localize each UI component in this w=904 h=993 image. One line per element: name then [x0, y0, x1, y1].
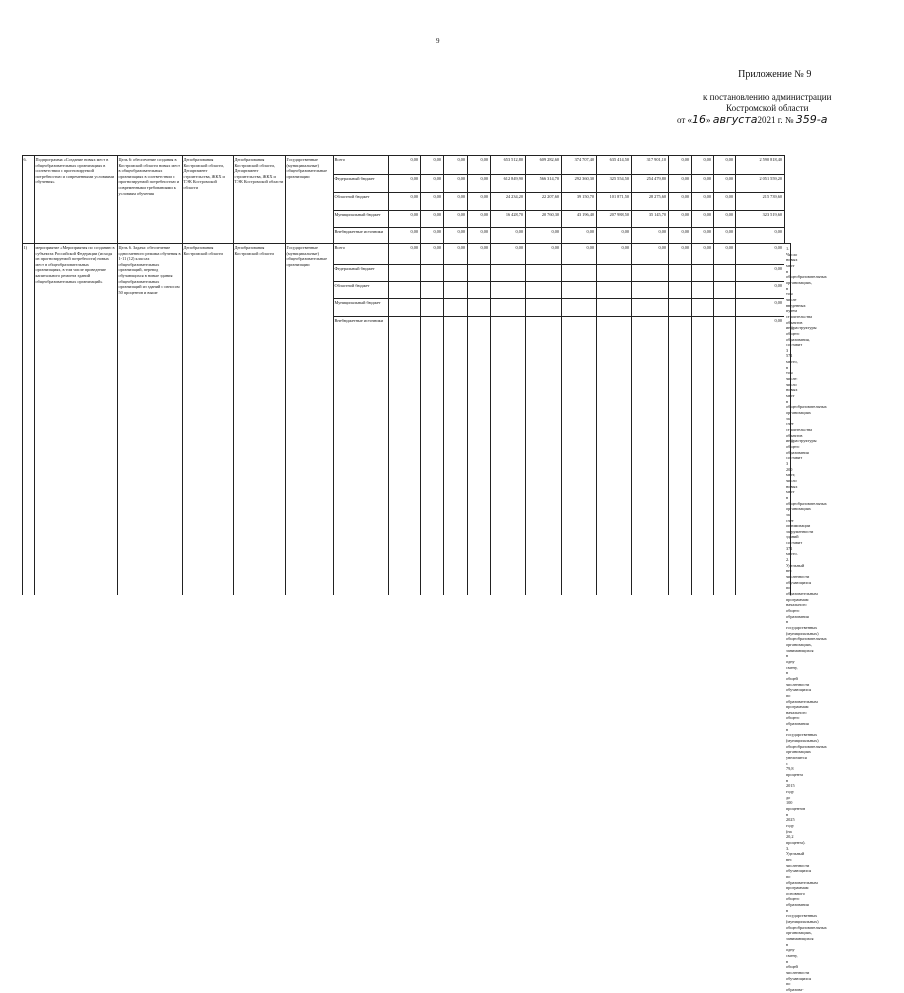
cell-executor: Депобразования Костромской области, Департамент строительства, ЖКХ и ТЭК Костромской области	[183, 157, 225, 190]
amount-cell: 0,00	[658, 244, 666, 250]
amount-cell: 0,00	[457, 244, 465, 250]
cell-no: 6.	[23, 157, 27, 162]
amount-cell: 0,00	[725, 175, 733, 181]
cell-recipient: Государственные (муниципальные) общеобразовательные организации	[286, 245, 328, 267]
source-label: Муниципальный бюджет	[334, 300, 381, 305]
amount-cell: 0,00	[515, 244, 523, 250]
amount-cell: 0,00	[457, 211, 465, 217]
table-col-line	[561, 155, 562, 595]
table-col-line	[784, 155, 785, 243]
amount-cell: 0,00	[515, 228, 523, 234]
appendix-title: Приложение № 9	[738, 69, 812, 80]
table-col-line	[467, 155, 468, 595]
page-number: 9	[436, 37, 440, 45]
amount-cell: 16 428,70	[505, 211, 523, 217]
amount-cell: 0,00	[480, 156, 488, 162]
table-col-line	[525, 155, 526, 595]
amount-cell: 0,00	[774, 282, 782, 288]
amount-cell: 0,00	[725, 211, 733, 217]
amount-cell: 0,00	[410, 244, 418, 250]
amount-cell: 254 479,80	[646, 175, 666, 181]
amount-cell: 374 707,40	[574, 156, 594, 162]
table-col-line	[443, 155, 444, 595]
amount-cell: 0,00	[480, 228, 488, 234]
amount-cell: 0,00	[725, 156, 733, 162]
amount-cell: 0,00	[681, 156, 689, 162]
amount-cell: 612 849,90	[503, 175, 523, 181]
amount-cell: 635 414,50	[609, 156, 629, 162]
table-row-line	[333, 281, 784, 282]
amount-cell: 0,00	[410, 175, 418, 181]
amount-cell: 0,00	[433, 211, 441, 217]
amount-cell: 0,00	[681, 193, 689, 199]
cell-goal: Цель 6. Задача: обеспечение односменного режима обучения в 1-11 (12) классах общеобразовательных организаций, перевод обучающихся в новые здания общеобразовательных организаций из зданий с износом 50 процентов и выше	[118, 245, 181, 295]
date-prefix: от «	[676, 115, 693, 125]
amount-cell: 22 207,60	[541, 193, 559, 199]
table-col-line	[713, 155, 714, 595]
source-label: Областной бюджет	[334, 283, 370, 288]
amount-cell: 0,00	[681, 175, 689, 181]
amount-cell: 0,00	[551, 228, 559, 234]
date-mid: »	[706, 115, 711, 125]
amount-cell: 325 554,50	[609, 175, 629, 181]
amount-cell: 0,00	[774, 317, 782, 323]
amount-cell: 2 590 818,40	[759, 156, 782, 162]
appendix-date-line	[673, 114, 831, 126]
amount-cell: 317 901,10	[646, 156, 666, 162]
amount-cell: 0,00	[725, 193, 733, 199]
amount-cell: 0,00	[433, 244, 441, 250]
cell-no: 1)	[23, 245, 28, 250]
cell-goal: Цель 6: обеспечение создания в Костромской области новых мест в общеобразовательных организациях в соответствии с прогнозируемой потребностью и современными требованиями к условиям обучения	[118, 157, 181, 196]
amount-cell: 0,00	[703, 175, 711, 181]
table-col-line	[735, 155, 736, 595]
amount-cell: 0,00	[774, 299, 782, 305]
amount-cell: 0,00	[410, 211, 418, 217]
cell-name: мероприятие «Мероприятия по созданию в субъектах Российской Федерации (исходя из прогнозируемой потребности) новых мест в общеобразовательных организациях, в том числе проведение капитального ремонта зданий общеобразовательных организаций»	[35, 245, 115, 284]
source-label: Всего	[334, 157, 346, 162]
amount-cell: 0,00	[457, 156, 465, 162]
table-col-line	[596, 155, 597, 595]
amount-cell: 0,00	[681, 211, 689, 217]
amount-cell: 0,00	[621, 244, 629, 250]
amount-cell: 0,00	[703, 193, 711, 199]
table-col-line	[388, 155, 389, 595]
amount-cell: 28 275,60	[648, 193, 666, 199]
amount-cell: 0,00	[480, 193, 488, 199]
table-col-line	[490, 155, 491, 595]
amount-cell: 0,00	[433, 175, 441, 181]
table-col-line	[631, 155, 632, 595]
source-label: Всего	[334, 245, 346, 250]
amount-cell: 0,00	[725, 244, 733, 250]
program-table	[22, 155, 827, 992]
amount-cell: 0,00	[703, 156, 711, 162]
cell-participant: Депобразования Костромской области, Департамент строительства, ЖКХ и ТЭК Костромской области	[234, 157, 284, 185]
amount-cell: 0,00	[457, 175, 465, 181]
amount-cell: 0,00	[433, 193, 441, 199]
date-month: августа	[712, 113, 758, 126]
amount-cell: 0,00	[621, 228, 629, 234]
amount-cell: 0,00	[774, 228, 782, 234]
amount-cell: 101 871,50	[609, 193, 629, 199]
table-col-line	[691, 155, 692, 595]
amount-cell: 20 760,30	[541, 211, 559, 217]
amount-cell: 0,00	[681, 244, 689, 250]
amount-cell: 0,00	[480, 175, 488, 181]
source-label: Федеральный бюджет	[334, 266, 375, 271]
amount-cell: 0,00	[703, 211, 711, 217]
amount-cell: 0,00	[774, 244, 782, 250]
amount-cell: 207 988,50	[609, 211, 629, 217]
source-label: Внебюджетные источники	[334, 318, 384, 323]
amount-cell: 323 519,60	[762, 211, 782, 217]
amount-cell: 0,00	[703, 228, 711, 234]
amount-cell: 0,00	[480, 211, 488, 217]
amount-cell: 0,00	[457, 193, 465, 199]
amount-cell: 609 282,60	[539, 156, 559, 162]
amount-cell: 0,00	[457, 228, 465, 234]
table-row-line	[333, 264, 784, 265]
appendix-line-2: Костромской области	[726, 103, 809, 113]
amount-cell: 566 314,70	[539, 175, 559, 181]
date-day: 16	[692, 113, 707, 126]
table-row-line	[333, 298, 784, 299]
cell-name: Подпрограмма «Создание новых мест в общеобразовательных организациях в соответствии с прогнозируемой потребностью и современными условиями обучения»	[35, 157, 115, 185]
amount-cell: 292 360,30	[574, 175, 594, 181]
table-col-line	[420, 155, 421, 595]
table-col-line	[668, 155, 669, 595]
table-col-line	[333, 155, 334, 595]
amount-cell: 653 512,80	[503, 156, 523, 162]
amount-cell: 0,00	[725, 228, 733, 234]
amount-cell: 0,00	[410, 228, 418, 234]
amount-cell: 0,00	[586, 244, 594, 250]
table-row-line	[333, 316, 784, 317]
expected-result: 1. Число новых мест в общеобразовательных организациях, в том числе введенных путем строительства объектов инфраструктуры общего образования, составит 3 571 место, в том числе: число новых мест в общеобразовательных организациях за счет строительства объектов инфраструктуры общего образования составит 3 200 мест, число новых мест в общеобразовательных организациях за счет оптимизации загруженности зданий составит 371 место. 2. Удельный вес численности обучающихся по образовательным программам начального общего образования в государственных (муниципальных) общеобразовательных организациях, занимающихся в одну смену, в общей численности обучающихся по образовательным программам начального общего образования в государственных (муниципальных) общеобразовательных организациях увеличится с 79,8 процента в 2015 году до 100 процентов в 2025 году (на 20,2 процента). 3. Удельный вес численности обучающихся по образовательным программам основного общего образования в государственных (муниципальных) общеобразовательных организациях, занимающихся в одну смену, в общей численности обучающихся по образова-	[786, 246, 827, 992]
amount-cell: 24 234,20	[505, 193, 523, 199]
amount-cell: 0,00	[410, 156, 418, 162]
source-label: Федеральный бюджет	[334, 176, 375, 181]
amount-cell: 2 051 559,20	[759, 175, 782, 181]
amount-cell: 0,00	[774, 265, 782, 271]
amount-cell: 0,00	[433, 156, 441, 162]
date-number: 359-а	[795, 113, 828, 126]
amount-cell: 0,00	[551, 244, 559, 250]
cell-recipient: Государственные (муниципальные) общеобразовательные организации	[286, 157, 328, 179]
amount-cell: 0,00	[433, 228, 441, 234]
cell-participant: Депобразования Костромской области	[234, 245, 274, 256]
amount-cell: 215 739,60	[762, 193, 782, 199]
amount-cell: 0,00	[586, 228, 594, 234]
amount-cell: 0,00	[658, 228, 666, 234]
source-label: Областной бюджет	[334, 194, 370, 199]
cell-executor: Депобразования Костромской области	[183, 245, 223, 256]
date-year: 2021 г. №	[757, 115, 794, 125]
amount-cell: 0,00	[410, 193, 418, 199]
appendix-line-1: к постановлению администрации	[703, 92, 832, 102]
amount-cell: 0,00	[480, 244, 488, 250]
source-label: Муниципальный бюджет	[334, 212, 381, 217]
amount-cell: 35 145,70	[648, 211, 666, 217]
amount-cell: 39 150,70	[576, 193, 594, 199]
source-label: Внебюджетные источники	[334, 229, 384, 234]
amount-cell: 0,00	[681, 228, 689, 234]
amount-cell: 0,00	[703, 244, 711, 250]
appendix-header	[676, 69, 832, 126]
amount-cell: 43 196,40	[576, 211, 594, 217]
